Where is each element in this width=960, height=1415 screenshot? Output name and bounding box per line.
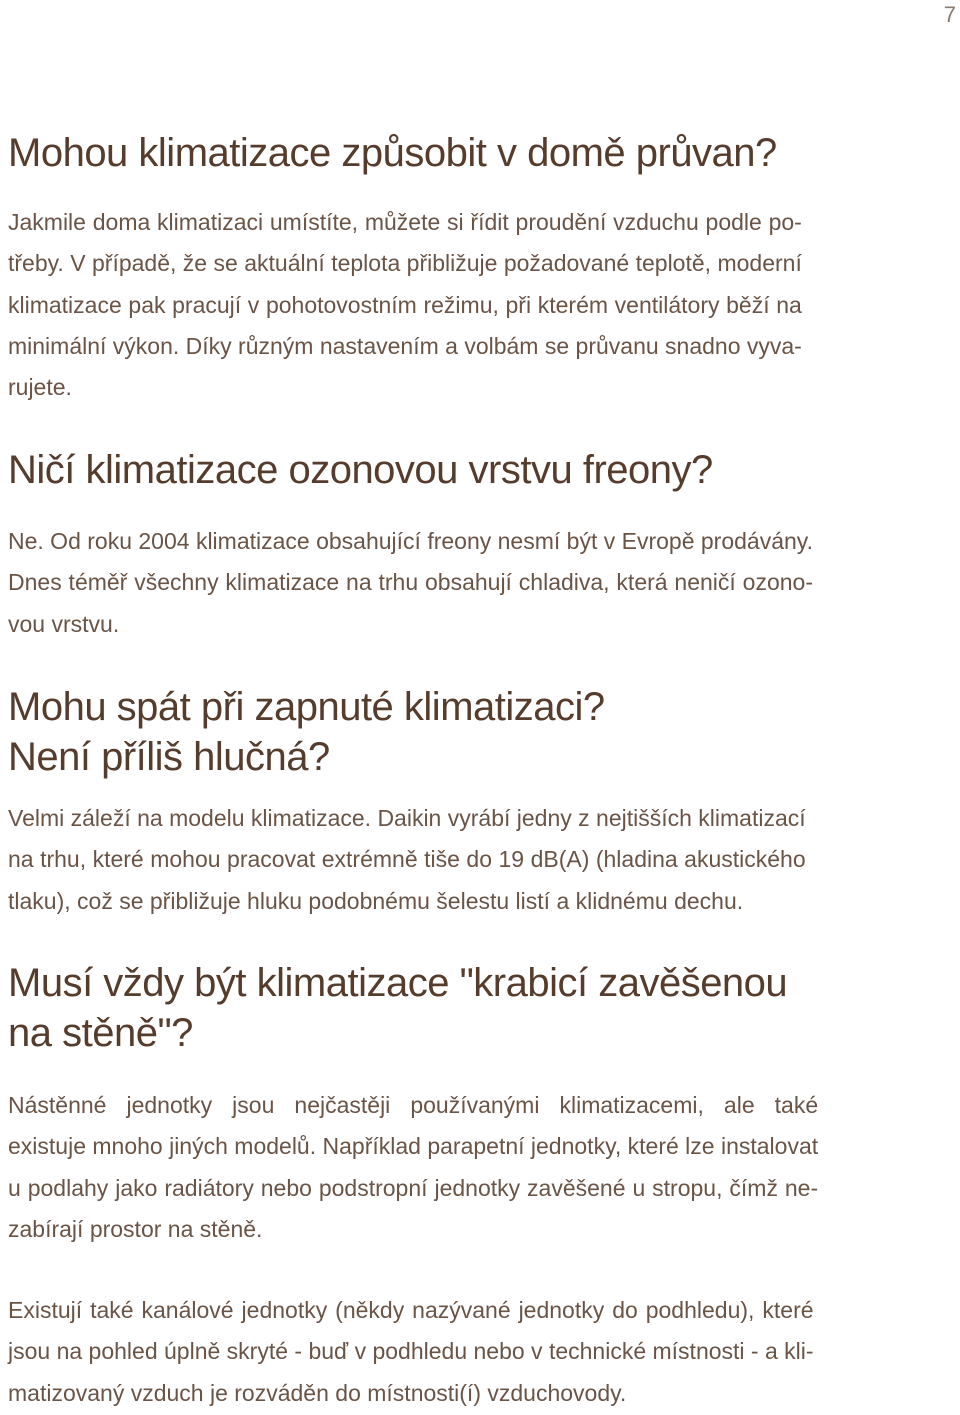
text-line: jsou na pohled úplně skryté - buď v podhledu nebo v technické místnosti - a kli- [8,1338,814,1365]
section-paragraph-ozone [8,521,813,645]
heading-line: Mohu spát při zapnuté klimatizaci? [8,685,605,729]
text-line: na trhu, které mohou pracovat extrémně tiše do 19 dB(A) (hladina akustického [8,846,806,873]
text-line: vou vrstvu. [8,610,120,637]
heading-line: na stěně"? [8,1011,193,1055]
section-paragraph-draft [8,202,802,408]
text-line: Ne. Od roku 2004 klimatizace obsahující freony nesmí být v Evropě prodávány. [8,528,813,554]
page-number: 7 [943,2,956,27]
text-line: minimální výkon. Díky různým nastavením a volbám se průvanu snadno vyva- [8,332,802,359]
text-line: tlaku), což se přibližuje hluku podobnému šelestu listí a klidnému dechu. [8,887,744,914]
text-line: klimatizace pak pracují v pohotovostním režimu, při kterém ventilátory běží na [8,291,802,318]
text-line: zabírají prostor na stěně. [8,1215,263,1242]
section-heading-ozone: Ničí klimatizace ozonovou vrstvu freony? [8,448,713,492]
section-paragraph-noise [8,798,806,922]
text-line: Nástěnné jednotky jsou nejčastěji používanými klimatizacemi, ale také [8,1092,819,1118]
text-line: Existují také kanálové jednotky (někdy nazývané jednotky do podhledu), které [8,1297,814,1323]
text-line: rujete. [8,374,72,401]
heading-line: Musí vždy být klimatizace "krabicí zavěšenou [8,961,788,1005]
section-paragraph-wall-unit [8,1085,818,1250]
heading-line: Není příliš hlučná? [8,735,330,779]
text-line: u podlahy jako radiátory nebo podstropní jednotky zavěšené u stropu, čímž ne- [8,1174,819,1201]
text-line: matizovaný vzduch je rozváděn do místnosti(í) vzduchovody. [8,1379,627,1406]
section-heading-draft: Mohou klimatizace způsobit v domě průvan? [8,131,777,175]
text-line: existuje mnoho jiných modelů. Například parapetní jednotky, které lze instalovat [8,1133,819,1160]
text-line: Jakmile doma klimatizaci umístíte, můžete si řídit proudění vzduchu podle po- [8,209,802,235]
text-line: třeby. V případě, že se aktuální teplota přibližuje požadované teplotě, moderní [8,250,802,277]
section-paragraph-duct-units [8,1290,814,1414]
text-line: Dnes téměř všechny klimatizace na trhu obsahují chladiva, která neničí ozono- [8,569,813,596]
section-heading-noise [8,682,605,782]
text-line: Velmi záleží na modelu klimatizace. Daikin vyrábí jedny z nejtišších klimatizací [8,805,806,831]
section-heading-wall-unit [8,958,787,1058]
